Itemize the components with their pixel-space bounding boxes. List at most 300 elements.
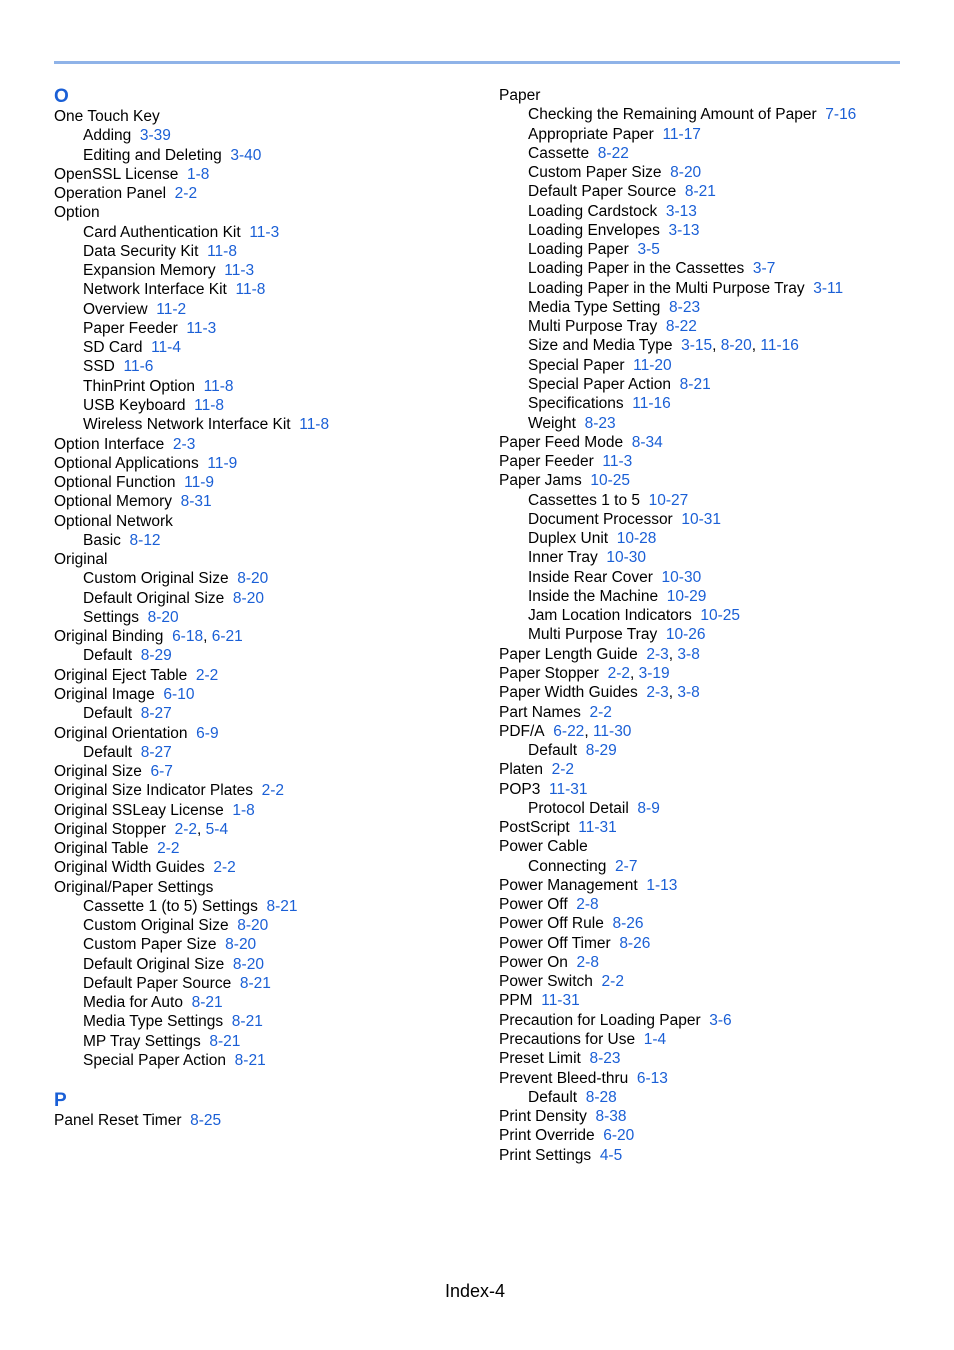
page-link[interactable]: 6-13 [636,1069,668,1087]
page-link[interactable]: 11-31 [548,780,588,798]
index-subentry [54,338,474,357]
index-term: Paper Feed Mode [499,433,624,451]
index-term: Precautions for Use [499,1031,636,1049]
index-entry [54,724,474,743]
page-link[interactable]: 8-20 [670,164,702,182]
index-subentry [499,182,939,201]
page-link[interactable]: 6-9 [196,724,219,742]
index-entry [54,781,474,800]
index-term: Power Off Timer [499,934,611,952]
index-entry [54,685,474,704]
page-link[interactable]: 7-16 [825,106,857,124]
page-link[interactable]: 8-31 [180,493,212,511]
index-term: Default [528,742,578,760]
page-link[interactable]: 2-3 [646,645,669,663]
page-link[interactable]: 3-7 [752,260,776,278]
page-link[interactable]: 11-31 [578,819,617,837]
index-subentry [54,377,474,396]
page-link[interactable]: 8-21 [266,897,298,915]
page-link[interactable]: 8-22 [665,318,697,336]
index-term: Optional Function [54,474,176,492]
page-link[interactable]: 10-29 [666,587,707,605]
page-link[interactable]: 2-2 [213,859,236,877]
index-term: Default [83,743,133,761]
index-subentry [499,317,939,336]
page-link[interactable]: 1-8 [187,165,210,183]
index-subentry [499,491,939,510]
index-subentry [54,126,474,145]
index-term: Loading Paper in the Cassettes [528,260,745,278]
page-link[interactable]: 11-3 [186,319,217,337]
index-term: Jam Location Indicators [528,607,692,625]
index-subentry [54,223,474,242]
index-term: Optional Memory [54,493,173,511]
index-entry [499,433,939,452]
index-subentry [499,375,939,394]
index-term: Original Orientation [54,724,188,742]
page-link[interactable]: 11-16 [760,337,799,355]
page-link[interactable]: 8-21 [234,1052,266,1070]
page-link[interactable]: 8-29 [585,742,617,760]
index-term: Loading Envelopes [528,221,660,239]
page-link[interactable]: 11-3 [249,223,280,241]
page-link[interactable]: 10-25 [700,607,740,625]
index-subentry [499,105,939,124]
index-term: Platen [499,761,543,779]
index-term: Specifications [528,395,624,413]
index-subentry [54,261,474,280]
index-term: Cassette [528,144,590,162]
index-subentry [54,704,474,723]
index-entry [499,683,939,702]
page-link[interactable]: 8-21 [684,183,716,201]
page-link[interactable]: 3-15 [681,337,713,355]
index-term: Special Paper Action [83,1052,227,1070]
page-link[interactable]: 8-23 [589,1050,621,1068]
index-entry [54,492,474,511]
index-entry [499,991,939,1010]
page-link[interactable]: 8-20 [232,589,264,607]
page-link[interactable]: 3-5 [637,241,660,259]
index-term: Paper Feeder [83,319,178,337]
page-link[interactable]: 8-34 [631,433,663,451]
index-entry [54,627,474,646]
index-term: Appropriate Paper [528,125,654,143]
page-link[interactable]: 2-3 [172,435,196,453]
page-link[interactable]: 10-25 [590,472,630,490]
index-term: Original SSLeay License [54,801,224,819]
index-term: Custom Original Size [83,570,229,588]
index-term: Original/Paper Settings [54,878,214,896]
page-link[interactable]: 11-16 [632,395,671,413]
page-link[interactable]: 3-19 [638,664,670,682]
page-link[interactable]: 8-12 [129,531,161,549]
index-entry [499,1146,939,1165]
page-separator: , [668,684,678,702]
index-subentry [499,125,939,144]
index-entry [499,934,939,953]
index-subentry [54,608,474,627]
index-term: Default Original Size [83,589,225,607]
index-term: Paper Width Guides [499,684,638,702]
index-term: Multi Purpose Tray [528,318,658,336]
page-link[interactable]: 3-13 [668,221,700,239]
index-subentry [499,529,939,548]
page-link[interactable]: 11-17 [662,125,701,143]
index-subentry [54,897,474,916]
page-link[interactable]: 8-23 [669,298,701,316]
index-term: Loading Paper in the Multi Purpose Tray [528,279,805,297]
page-link[interactable]: 3-11 [813,279,844,297]
page-link[interactable]: 11-9 [184,474,214,492]
index-term: Inside the Machine [528,587,659,605]
index-entry [54,839,474,858]
index-term: Loading Cardstock [528,202,658,220]
index-entry [499,722,939,741]
page-link[interactable]: 8-26 [619,934,651,952]
page-link[interactable]: 8-26 [612,915,644,933]
page-link[interactable]: 11-9 [207,454,238,472]
index-subentry [54,1032,474,1051]
page-separator: , [668,645,678,663]
index-entry [499,780,939,799]
index-subentry [54,357,474,376]
page-link[interactable]: 2-8 [576,953,599,971]
index-entry [499,895,939,914]
page-link[interactable]: 11-2 [156,300,187,318]
index-subentry [54,974,474,993]
index-entry [54,1111,474,1130]
header-rule [54,61,900,64]
index-term: Power On [499,953,568,971]
index-term: Document Processor [528,510,673,528]
index-term: Checking the Remaining Amount of Paper [528,106,817,124]
index-term: Adding [83,127,132,145]
index-entry [54,454,474,473]
index-term: Cassettes 1 to 5 [528,491,641,509]
index-term: Original Size Indicator Plates [54,782,254,800]
index-subentry [499,240,939,259]
index-subentry [499,394,939,413]
index-subentry [499,202,939,221]
page-link[interactable]: 10-27 [648,491,689,509]
page-link[interactable]: 2-2 [589,703,612,721]
index-term: Original Table [54,840,149,858]
index-term: Default Paper Source [528,183,677,201]
index-subentry [499,144,939,163]
index-entry [499,1126,939,1145]
index-entry [499,1069,939,1088]
page-link[interactable]: 8-20 [237,570,269,588]
index-letter-heading: O [54,86,69,107]
page-link[interactable]: 8-20 [237,917,269,935]
index-subentry [499,548,939,567]
index-subentry [499,356,939,375]
page-link[interactable]: 1-13 [646,876,678,894]
index-subentry [54,146,474,165]
index-entry [54,762,474,781]
page-link[interactable]: 8-9 [637,799,660,817]
page-link[interactable]: 8-21 [191,994,223,1012]
index-term: Original Binding [54,628,164,646]
index-term: PostScript [499,819,570,837]
page-link[interactable]: 2-2 [601,973,624,991]
page-link[interactable]: 6-7 [150,763,173,781]
index-subentry [54,396,474,415]
index-subentry [499,857,939,876]
page-link[interactable]: 10-30 [661,568,702,586]
index-term: Inner Tray [528,549,598,567]
page-link[interactable]: 3-8 [677,684,700,702]
index-subentry [54,935,474,954]
index-column-right [499,86,939,1165]
page-link[interactable]: 8-20 [232,955,264,973]
page-link[interactable]: 8-21 [209,1032,241,1050]
index-term: Loading Paper [528,241,629,259]
index-term: Card Authentication Kit [83,223,241,241]
index-term: OpenSSL License [54,165,179,183]
page-link[interactable]: 2-3 [646,684,669,702]
index-entry [499,86,939,105]
index-term: MP Tray Settings [83,1032,201,1050]
index-term: Prevent Bleed-thru [499,1069,629,1087]
index-entry [499,760,939,779]
index-entry [54,512,474,531]
page-link[interactable]: 4-5 [599,1146,623,1164]
page-link[interactable]: 10-31 [681,510,722,528]
index-entry [499,1030,939,1049]
index-term: Settings [83,608,140,626]
index-entry [499,876,939,895]
index-subentry [499,221,939,240]
index-entry [54,203,474,222]
index-term: Wireless Network Interface Kit [83,416,291,434]
page-link[interactable]: 8-27 [140,705,172,723]
index-term: Precaution for Loading Paper [499,1011,701,1029]
index-term: Overview [83,300,148,318]
index-entry [499,818,939,837]
index-term: Editing and Deleting [83,146,222,164]
page-link[interactable]: 8-21 [231,1013,263,1031]
index-term: Original Size [54,763,142,781]
index-subentry [499,741,939,760]
index-entry [54,435,474,454]
index-subentry [54,415,474,434]
index-term: Option Interface [54,435,165,453]
index-term: Original Image [54,685,155,703]
index-entry [499,645,939,664]
page-link[interactable]: 11-6 [123,358,154,376]
index-term: Cassette 1 (to 5) Settings [83,897,258,915]
index-term: Optional Network [54,512,173,530]
index-entry [499,1107,939,1126]
index-letter-heading: P [54,1090,67,1112]
index-subentry [499,163,939,182]
index-term: Protocol Detail [528,799,629,817]
index-term: Original Stopper [54,820,167,838]
page-link[interactable]: 2-2 [261,782,285,800]
page-link[interactable]: 8-21 [239,974,271,992]
page-link[interactable]: 3-13 [665,202,697,220]
index-term: Operation Panel [54,185,167,203]
index-term: Paper Jams [499,472,582,490]
page-link[interactable]: 6-22 [553,722,585,740]
index-subentry [499,414,939,433]
index-subentry [54,589,474,608]
index-term: Default [528,1088,578,1106]
page-link[interactable]: 2-2 [157,840,180,858]
page-link[interactable]: 11-3 [602,453,633,471]
index-term: Default Paper Source [83,974,232,992]
page-link[interactable]: 2-2 [174,820,198,838]
index-term: Original [54,551,108,569]
index-term: Custom Original Size [83,917,229,935]
index-subentry [54,242,474,261]
index-term: SD Card [83,339,143,357]
page-link[interactable]: 10-26 [665,626,706,644]
index-term: Power Management [499,876,638,894]
index-term: Media Type Settings [83,1013,224,1031]
page-separator: , [203,628,212,646]
index-subentry [54,1051,474,1070]
page-link[interactable]: 1-8 [232,801,255,819]
index-term: Expansion Memory [83,262,216,280]
page-link[interactable]: 8-27 [140,743,172,761]
index-entry [54,801,474,820]
index-subentry [499,298,939,317]
index-term: PPM [499,992,533,1010]
index-entry [499,972,939,991]
index-term: Inside Rear Cover [528,568,653,586]
page-link[interactable]: 1-4 [643,1031,667,1049]
page-separator: , [197,820,206,838]
index-entry [499,1011,939,1030]
index-term: Special Paper Action [528,375,672,393]
page-link[interactable]: 2-2 [174,185,198,203]
page-link[interactable]: 11-30 [592,722,632,740]
page-link[interactable]: 2-8 [576,896,599,914]
index-term: Custom Paper Size [83,936,217,954]
page-link[interactable]: 8-20 [720,337,752,355]
index-subentry [54,955,474,974]
index-term: Paper Length Guide [499,645,638,663]
page-link[interactable]: 6-10 [163,685,195,703]
page-link[interactable]: 8-29 [140,647,172,665]
index-term: Weight [528,414,576,432]
page-link[interactable]: 8-38 [595,1108,627,1126]
page-link[interactable]: 6-20 [603,1127,635,1145]
index-subentry [499,279,939,298]
index-term: Custom Paper Size [528,164,662,182]
page-link[interactable]: 8-20 [225,936,257,954]
index-term: Original Eject Table [54,666,188,684]
index-subentry [54,319,474,338]
index-term: Panel Reset Timer [54,1112,182,1130]
page-link[interactable]: 3-8 [677,645,700,663]
index-subentry [54,569,474,588]
page-link[interactable]: 11-20 [633,356,672,374]
index-term: Option [54,204,100,222]
index-term: One Touch Key [54,108,160,125]
index-entry [54,550,474,569]
index-subentry [499,259,939,278]
page-link[interactable]: 2-2 [607,664,630,682]
page-link[interactable]: 8-21 [679,375,711,393]
page-link[interactable]: 11-31 [541,992,580,1010]
index-term: PDF/A [499,722,545,740]
index-entry [499,953,939,972]
page-link[interactable]: 11-8 [207,242,237,260]
page-link[interactable]: 5-4 [205,820,229,838]
index-entry [499,471,939,490]
index-term: Default [83,705,133,723]
index-term: POP3 [499,780,541,798]
index-subentry [499,625,939,644]
page-link[interactable]: 6-21 [211,628,243,646]
page-link[interactable]: 11-8 [299,416,330,434]
page-link[interactable]: 2-2 [195,666,219,684]
page-link[interactable]: 3-39 [139,127,171,145]
index-term: Media for Auto [83,994,183,1012]
index-term: Data Security Kit [83,242,199,260]
page-link[interactable]: 2-2 [551,761,574,779]
index-term: Paper Feeder [499,453,594,471]
page-link[interactable]: 11-3 [224,262,255,280]
index-subentry [54,300,474,319]
page-link[interactable]: 6-18 [172,628,204,646]
page-link[interactable]: 11-8 [194,396,225,414]
page-link[interactable]: 8-23 [584,414,616,432]
page-link[interactable]: 10-30 [606,549,647,567]
index-entry [54,165,474,184]
index-term: Power Off Rule [499,915,604,933]
page-separator: , [712,337,721,355]
index-subentry [54,646,474,665]
index-subentry [54,743,474,762]
index-term: Default [83,647,133,665]
index-entry [499,837,939,856]
index-subentry [499,1088,939,1107]
page-link[interactable]: 3-40 [230,146,262,164]
index-term: ThinPrint Option [83,377,195,395]
page-link[interactable]: 2-7 [615,857,638,875]
index-term: USB Keyboard [83,396,186,414]
page-link[interactable]: 8-25 [190,1112,222,1130]
index-term: Print Override [499,1127,595,1145]
page-link[interactable]: 11-4 [151,339,181,357]
index-entry [54,107,474,126]
page-link[interactable]: 10-28 [616,530,657,548]
index-entry [499,703,939,722]
index-term: Basic [83,531,121,549]
index-subentry [499,606,939,625]
index-subentry [499,336,939,355]
page-link[interactable]: 8-22 [597,144,629,162]
index-subentry [54,1012,474,1031]
page-link[interactable]: 8-28 [585,1088,617,1106]
index-entry [499,1049,939,1068]
page-link[interactable]: 3-6 [709,1011,732,1029]
page-separator: , [751,337,761,355]
index-term: Print Settings [499,1146,592,1164]
index-entry [54,473,474,492]
index-subentry [499,568,939,587]
index-term: Media Type Setting [528,298,661,316]
page-link[interactable]: 8-20 [147,608,179,626]
index-entry [54,820,474,839]
page-link[interactable]: 11-8 [203,377,234,395]
page-link[interactable]: 11-8 [235,281,266,299]
